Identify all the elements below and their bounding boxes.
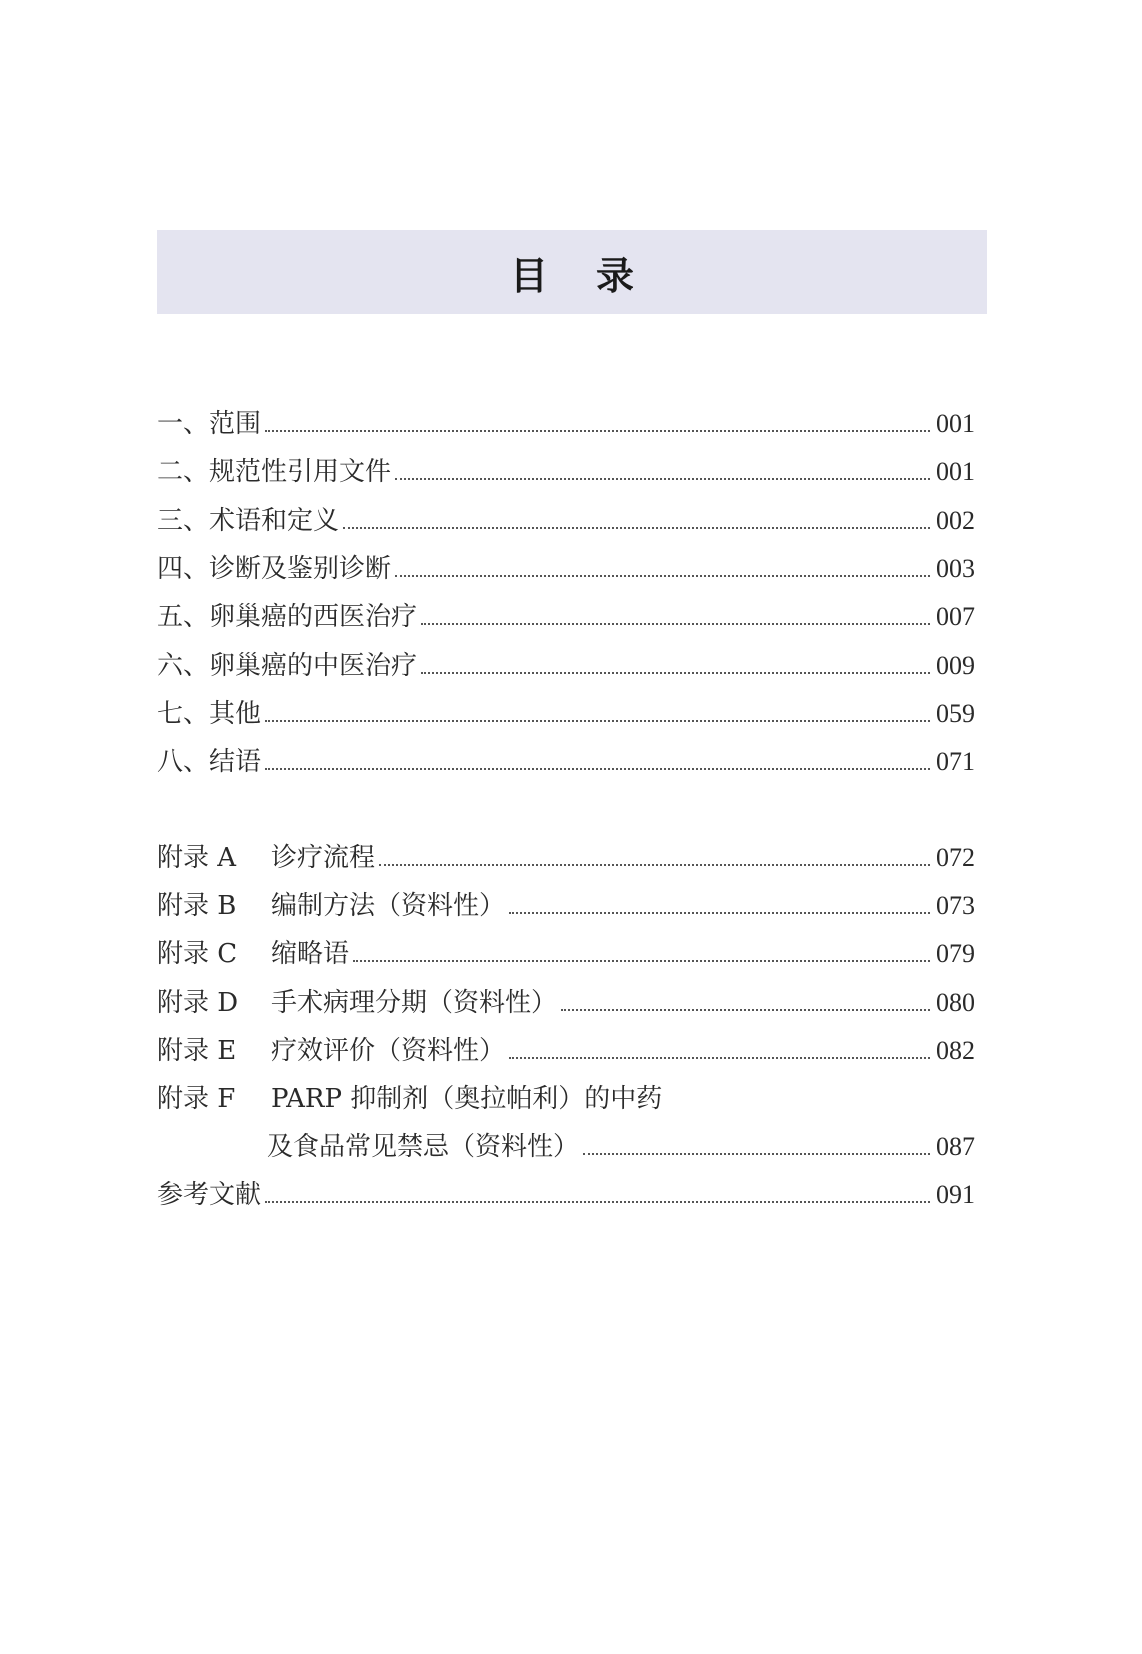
chapter-title: 四、诊断及鉴别诊断 [157,553,392,584]
toc-entry[interactable] [157,1129,975,1165]
dot-leader [395,478,930,480]
toc-entry-label [157,888,505,924]
toc-entry-label [157,503,339,539]
dot-leader [421,672,930,674]
toc-title-bar [157,230,987,314]
appendix-title: 手术病理分期（资料性） [271,987,558,1018]
toc-page-number: 071 [936,747,975,777]
toc-entry-label [157,1081,662,1117]
appendix-prefix: 附录 C [157,939,238,970]
toc-entry[interactable] [157,406,975,442]
toc-page-number: 009 [936,650,975,680]
dot-leader [561,1009,930,1011]
toc-entry[interactable] [157,599,975,635]
dot-leader [265,768,930,770]
toc-page-number: 082 [936,1035,975,1065]
appendix-title: 缩略语 [271,939,350,970]
toc-entry[interactable] [157,936,975,972]
toc-page-number: 001 [936,457,975,487]
chapter-title: 六、卵巢癌的中医治疗 [157,650,418,681]
toc-entry-label [157,936,349,972]
chapter-title: 八、结语 [157,747,262,778]
appendix-title: 疗效评价（资料性） [271,1035,506,1066]
dot-leader [583,1153,930,1155]
dot-leader [509,912,930,914]
appendix-prefix: 附录 E [157,1035,237,1066]
references-title: 参考文献 [157,1180,262,1210]
dot-leader [343,527,930,529]
dot-leader [395,575,930,577]
toc-page-number: 091 [936,1180,975,1209]
chapter-title: 一、范围 [157,409,262,439]
appendix-prefix: 附录 F [157,1084,236,1114]
toc-entry-label [157,599,417,635]
toc-entry[interactable] [157,1033,975,1069]
appendix-title-continued: 及食品常见禁忌（资料性） [267,1132,580,1163]
toc-entry[interactable] [157,503,975,539]
appendix-prefix: 附录 A [157,843,237,873]
toc-entry-label [157,1033,505,1069]
appendix-title: 诊疗流程 [271,843,376,873]
chapter-title: 三、术语和定义 [157,505,340,536]
toc-entry-label [157,1177,261,1213]
toc-page-number: 072 [936,843,975,872]
toc-entry-label [157,648,417,684]
chapter-title: 七、其他 [157,698,262,729]
toc-page-number: 001 [936,409,975,438]
appendix-prefix: 附录 B [157,891,237,922]
toc-entry-label [157,840,375,876]
toc-title-char-2: 录 [596,252,635,298]
toc-entry[interactable] [157,1081,975,1117]
toc-entry-label [157,406,261,442]
toc-entry-label [157,454,391,490]
toc-page-number: 002 [936,505,975,535]
toc-entry-label [157,1129,579,1165]
dot-leader [353,960,930,962]
dot-leader [509,1057,930,1059]
appendix-prefix: 附录 D [157,987,239,1018]
toc-title-char-1: 目 [509,252,548,298]
toc-page-number: 007 [936,602,975,632]
dot-leader [265,720,930,722]
toc-entry[interactable] [157,744,975,780]
toc-page-number: 003 [936,553,975,583]
toc-entry[interactable] [157,454,975,490]
toc-entry[interactable] [157,840,975,876]
dot-leader [265,1201,930,1203]
toc-entry[interactable] [157,696,975,732]
toc-entry-label [157,551,391,587]
toc-entry[interactable] [157,648,975,684]
toc-entry[interactable] [157,1177,975,1213]
toc-entry-label [157,985,557,1021]
toc-page-number: 080 [936,987,975,1017]
toc-entry[interactable] [157,551,975,587]
chapter-title: 二、规范性引用文件 [157,457,392,488]
dot-leader [379,864,930,866]
toc-entry[interactable] [157,985,975,1021]
toc-page-number: 079 [936,939,975,969]
dot-leader [421,623,930,625]
toc-entry-label [157,744,261,780]
toc-page-number: 059 [936,698,975,728]
toc-entry[interactable] [157,888,975,924]
appendix-title: 编制方法（资料性） [271,891,506,922]
chapter-title: 五、卵巢癌的西医治疗 [157,602,418,633]
appendix-title: PARP 抑制剂（奥拉帕利）的中药 [271,1084,663,1114]
toc-page-number: 087 [936,1132,975,1162]
toc-entry-label [157,696,261,732]
toc-page-number: 073 [936,891,975,921]
dot-leader [265,430,930,432]
